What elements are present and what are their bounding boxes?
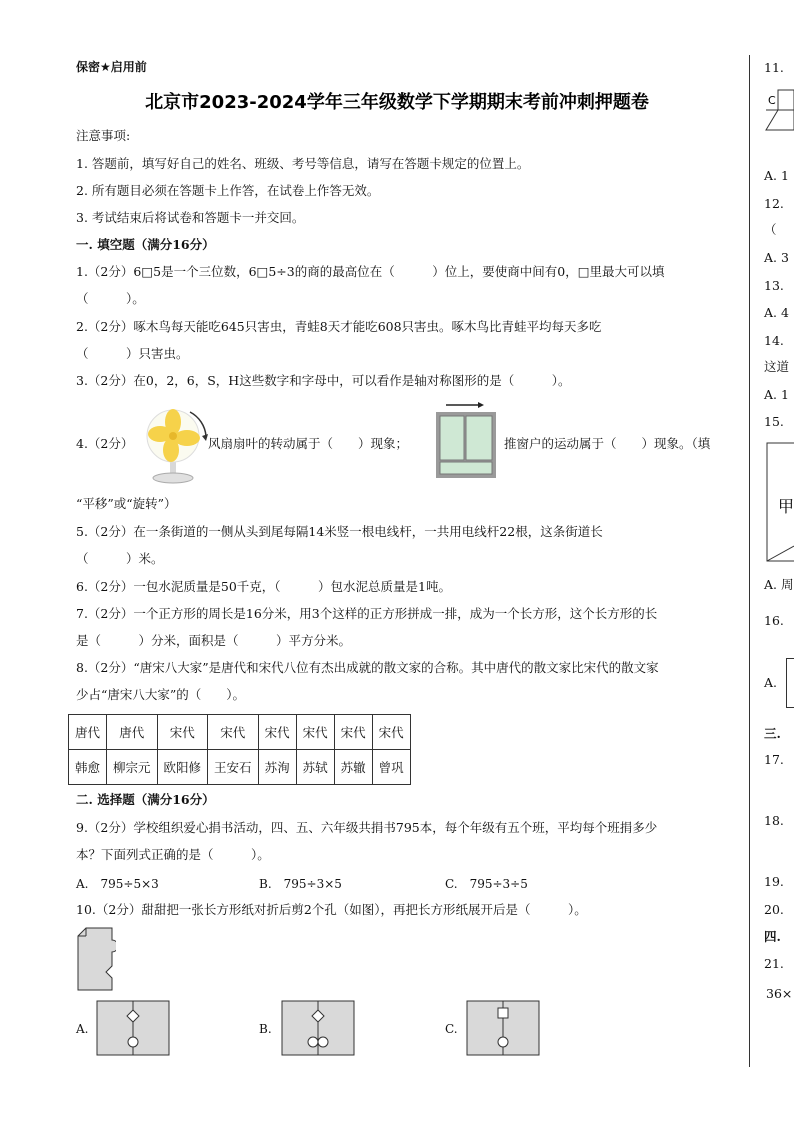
right-q15-figure: [766, 442, 794, 562]
question-4-part1: 风扇扇叶的转动属于（ ）现象；: [208, 436, 409, 451]
option-c-label[interactable]: C.: [445, 1022, 458, 1036]
folded-paper-figure: [76, 926, 116, 992]
option-a-label[interactable]: A.: [76, 1022, 89, 1036]
right-paren: （: [764, 222, 777, 237]
table-cell: 曾巩: [372, 750, 410, 785]
note-item: 3. 考试结束后将试卷和答题卡一并交回。: [76, 210, 305, 225]
note-item: 1. 答题前，填写好自己的姓名、班级、考号等信息，请写在答题卡规定的位置上。: [76, 156, 530, 171]
table-cell: 宋代: [157, 715, 208, 750]
question-5-line2: （ ）米。: [76, 551, 164, 566]
question-6: 6.（2分）一包水泥质量是50千克，（ ）包水泥总质量是1吨。: [76, 579, 451, 594]
question-1-line1: 1.（2分）6□5是一个三位数，6□5÷3的商的最高位在（ ）位上，要使商中间有0，□里最大可以填: [76, 264, 665, 279]
table-cell: 宋代: [296, 715, 334, 750]
right-q13: 13.: [764, 278, 784, 293]
right-q11: 11.: [764, 60, 784, 75]
window-icon: [432, 400, 500, 482]
table-cell: 柳宗元: [107, 750, 158, 785]
option-c-figure[interactable]: [466, 1000, 540, 1056]
section-heading-fill-blank: 一. 填空题（满分16分）: [76, 237, 215, 252]
right-q14: 14.: [764, 333, 784, 348]
question-1-line2: （ ）。: [76, 291, 145, 306]
confidential-badge: 保密★启用前: [76, 60, 147, 74]
right-q19: 19.: [764, 874, 784, 889]
option-b-label[interactable]: B.: [259, 1022, 272, 1036]
question-8-line1: 8.（2分）“唐宋八大家”是唐代和宋代八位有杰出成就的散文家的合称。其中唐代的散文家比宋代的散文家: [76, 660, 659, 675]
table-cell: 宋代: [208, 715, 259, 750]
right-option: A. 3: [764, 250, 789, 265]
question-5-line1: 5.（2分）在一条街道的一侧从头到尾每隔14米竖一根电线杆，一共用电线杆22根，这条街道长: [76, 524, 603, 539]
question-2-line1: 2.（2分）啄木鸟每天能吃645只害虫，青蛙8天才能吃608只害虫。啄木鸟比青蛙平均每天多吃: [76, 319, 602, 334]
page-title: 北京市2023-2024学年三年级数学下学期期末考前冲刺押题卷: [145, 92, 649, 113]
right-q21: 21.: [764, 956, 784, 971]
question-7-line2: 是（ ）分米，面积是（ ）平方分米。: [76, 633, 352, 648]
note-item: 2. 所有题目必须在答题卡上作答，在试卷上作答无效。: [76, 183, 380, 198]
triangle-figure-icon: [764, 88, 794, 132]
table-cell: 宋代: [372, 715, 410, 750]
question-8-line2: 少占“唐宋八大家”的（ ）。: [76, 687, 246, 702]
question-7-line1: 7.（2分）一个正方形的周长是16分米，用3个这样的正方形拼成一排，成为一个长方形，这个长方形的长: [76, 606, 658, 621]
table-cell: 苏洵: [258, 750, 296, 785]
table-row: [69, 750, 411, 785]
question-3: 3.（2分）在0，2，6，S，H这些数字和字母中，可以看作是轴对称图形的是（ ）。: [76, 373, 571, 388]
window-illustration: [432, 400, 500, 482]
table-cell: 宋代: [258, 715, 296, 750]
table-cell: 苏轼: [296, 750, 334, 785]
right-q16: 16.: [764, 613, 784, 628]
right-section-4: 四.: [764, 929, 781, 944]
option-b-figure[interactable]: [281, 1000, 355, 1056]
right-q18: 18.: [764, 813, 784, 828]
option-a-figure[interactable]: [96, 1000, 170, 1056]
right-option: A. 4: [764, 305, 789, 320]
table-row: [69, 715, 411, 750]
right-option: A. 1: [764, 387, 789, 402]
right-q15: 15.: [764, 414, 784, 429]
right-text: 这道: [764, 359, 790, 374]
table-cell: 韩愈: [69, 750, 107, 785]
right-q16-figure: [786, 658, 794, 708]
table-cell: 欧阳修: [157, 750, 208, 785]
table-cell: 宋代: [334, 715, 372, 750]
right-option: A.: [764, 675, 778, 690]
unfolded-paper-c-icon: [466, 1000, 540, 1056]
right-expression: 36×: [766, 986, 793, 1001]
option-b[interactable]: B. 795÷3×5: [259, 877, 342, 891]
question-4-prefix: 4.（2分）: [76, 436, 134, 451]
question-9-line1: 9.（2分）学校组织爱心捐书活动，四、五、六年级共捐书795本，每个年级有五个班，平均每个班捐多少: [76, 820, 658, 835]
right-q11-figure: [764, 88, 794, 132]
right-option: A. 1: [764, 168, 789, 183]
option-c[interactable]: C. 795÷3÷5: [445, 877, 528, 891]
question-9-line2: 本？下面列式正确的是（ ）。: [76, 847, 270, 862]
table-cell: 唐代: [69, 715, 107, 750]
right-q17: 17.: [764, 752, 784, 767]
notes-heading: 注意事项:: [76, 128, 131, 143]
column-divider: [749, 55, 750, 1067]
table-cell: 苏辙: [334, 750, 372, 785]
right-q12: 12.: [764, 196, 784, 211]
question-10-line1: 10.（2分）甜甜把一张长方形纸对折后剪2个孔（如图），再把长方形纸展开后是（ ）。: [76, 902, 587, 917]
svg-text:C: C: [768, 94, 776, 107]
table-cell: 唐代: [107, 715, 158, 750]
right-option: A. 周: [764, 577, 794, 592]
section-heading-choice: 二. 选择题（满分16分）: [76, 792, 215, 807]
right-section-3: 三.: [764, 726, 781, 741]
question-4-part2: 推窗户的运动属于（ ）现象。（填: [504, 436, 711, 451]
fan-illustration: [140, 404, 210, 484]
table-cell: 王安石: [208, 750, 259, 785]
svg-text:甲: 甲: [778, 497, 794, 516]
fan-icon: [140, 404, 210, 484]
option-a[interactable]: A. 795÷5×3: [76, 877, 159, 891]
poets-table: [68, 714, 411, 785]
folded-paper-icon: [76, 926, 116, 992]
unfolded-paper-b-icon: [281, 1000, 355, 1056]
question-2-line2: （ ）只害虫。: [76, 346, 189, 361]
right-q20: 20.: [764, 902, 784, 917]
rectangle-figure-icon: [766, 442, 794, 562]
question-4-line2: “平移”或“旋转”）: [76, 496, 177, 511]
unfolded-paper-a-icon: [96, 1000, 170, 1056]
